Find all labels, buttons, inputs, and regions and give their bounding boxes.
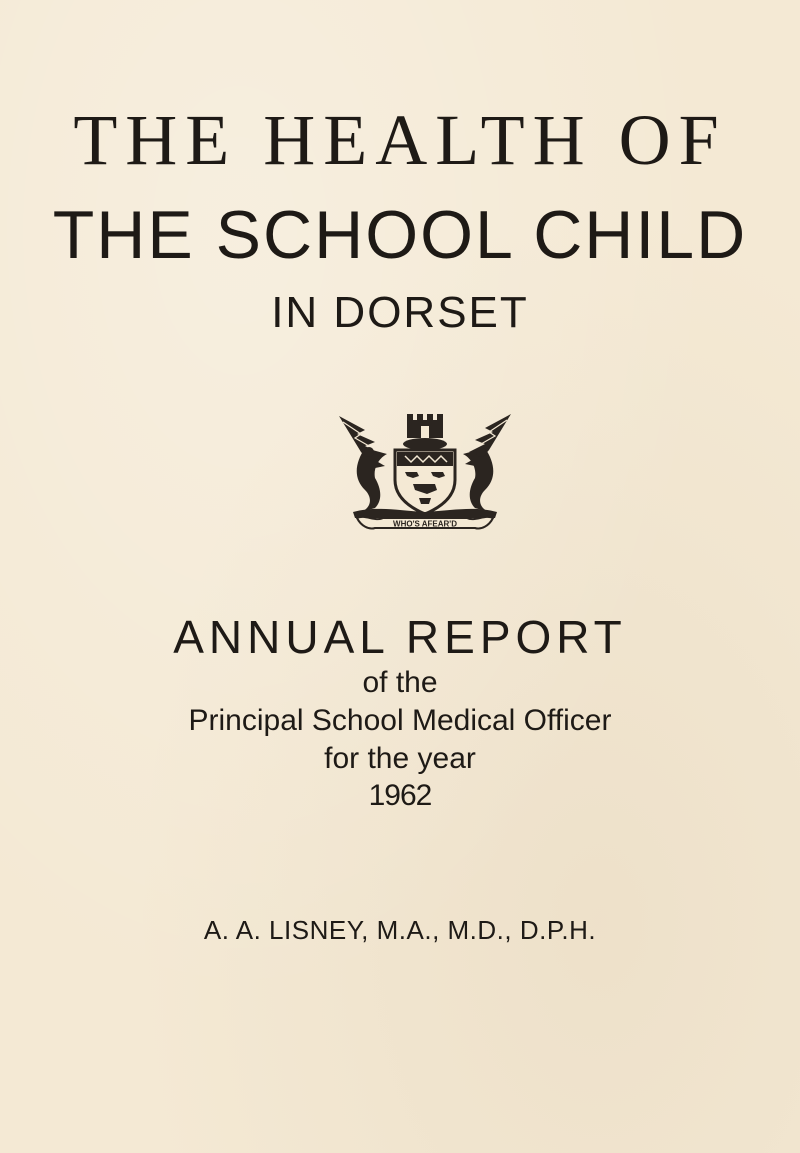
report-heading: ANNUAL REPORT xyxy=(173,611,627,663)
report-for-the-year: for the year xyxy=(324,742,476,775)
report-of-the: of the xyxy=(362,666,438,699)
report-year: 1962 xyxy=(368,779,432,812)
title-line-2: THE SCHOOL CHILD xyxy=(52,197,748,273)
coat-of-arms-icon xyxy=(335,408,515,538)
crest-motto: WHO'S AFEAR'D xyxy=(393,519,457,529)
author-credit: A. A. LISNEY, M.A., M.D., D.P.H. xyxy=(203,915,597,945)
report-officer-title: Principal School Medical Officer xyxy=(188,704,612,737)
title-line-3: IN DORSET xyxy=(271,288,529,337)
title-line-1: THE HEALTH OF xyxy=(73,100,727,180)
